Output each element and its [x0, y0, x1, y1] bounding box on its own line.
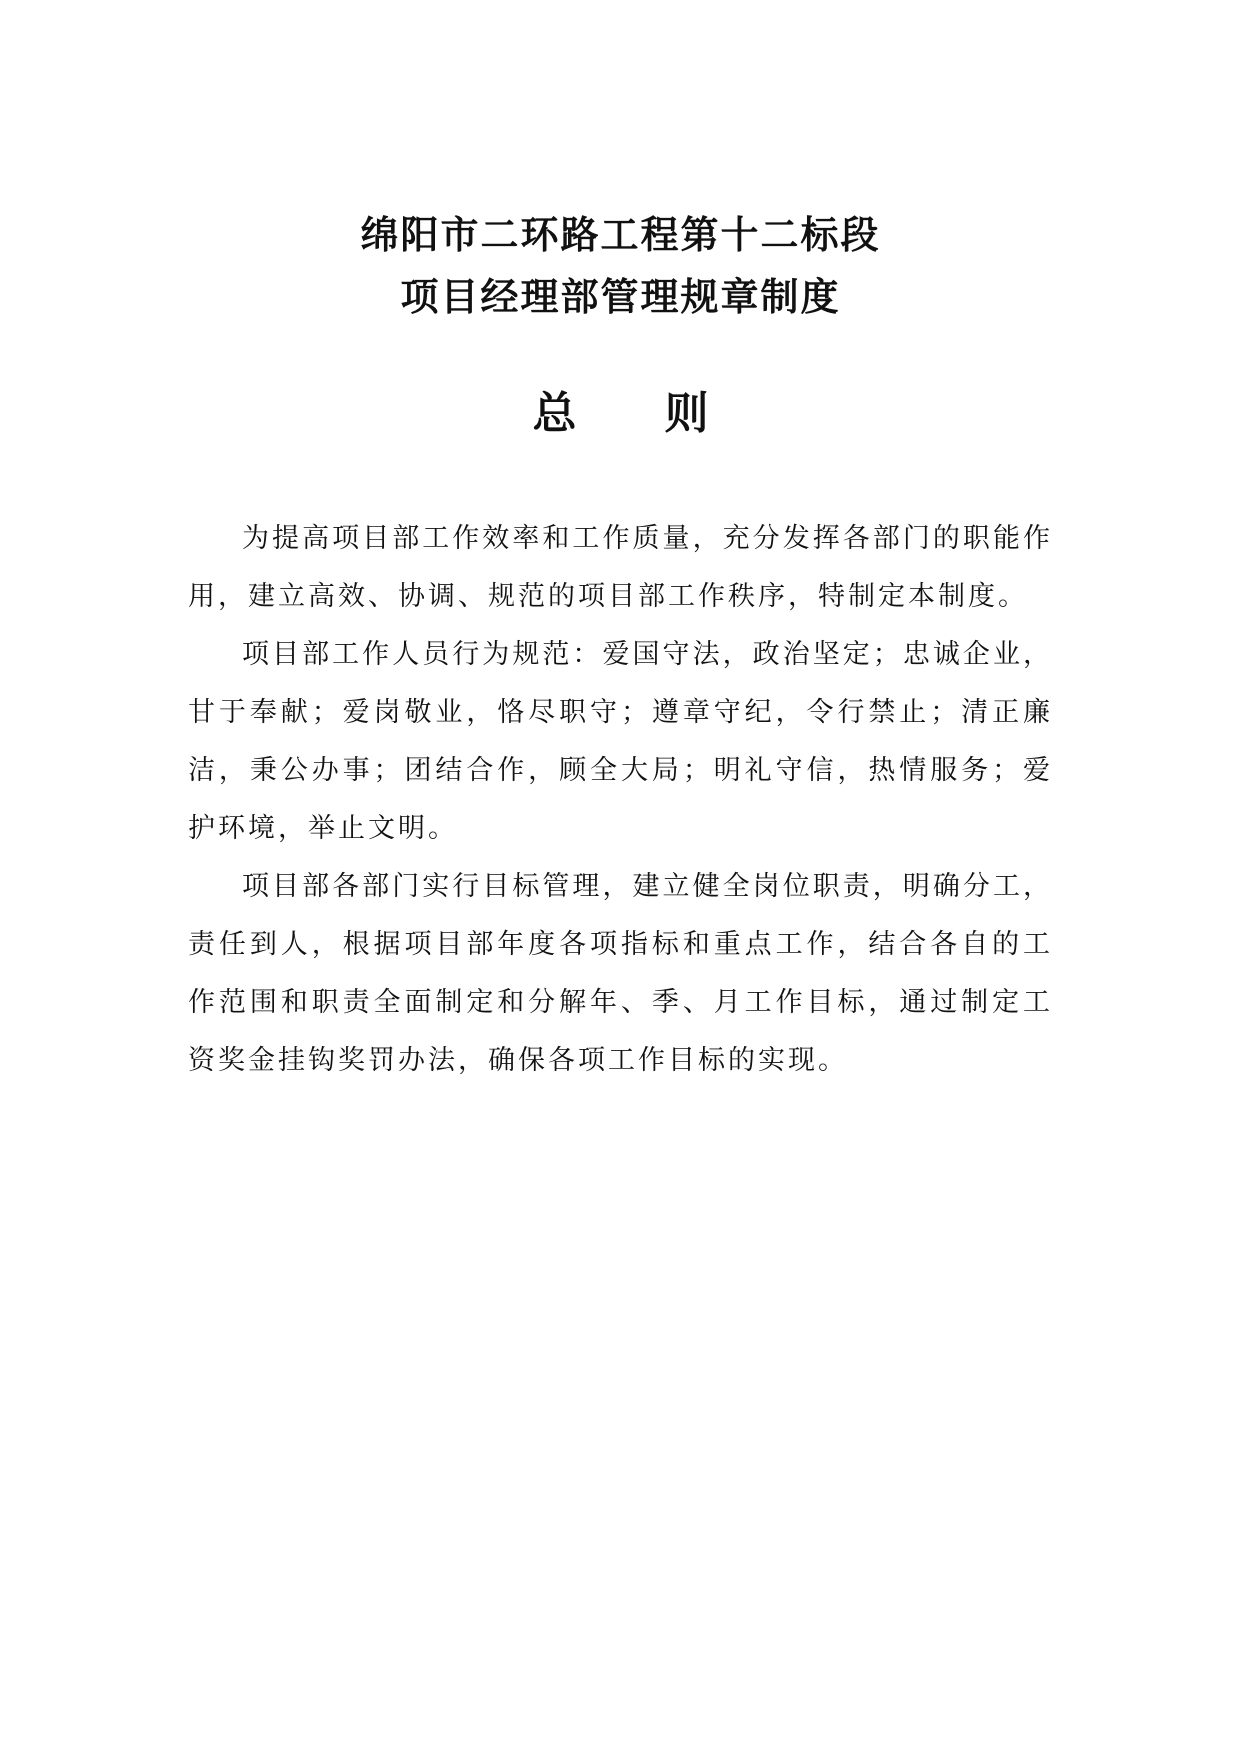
title-line-2: 项目经理部管理规章制度 [400, 274, 841, 319]
paragraph-1: 为提高项目部工作效率和工作质量，充分发挥各部门的职能作用，建立高效、协调、规范的项目部工作秩序，特制定本制度。 [188, 523, 1053, 612]
section-heading-char-1: 总 [532, 388, 577, 439]
section-heading-char-2: 则 [664, 388, 709, 439]
document-title [0, 204, 1241, 328]
title-line-1: 绵阳市二环路工程第十二标段 [360, 212, 881, 257]
paragraph-2: 项目部工作人员行为规范：爱国守法，政治坚定；忠诚企业，甘于奉献；爱岗敬业，恪尽职守；遵章守纪，令行禁止；清正廉洁，秉公办事；团结合作，顾全大局；明礼守信，热情服务；爱护环境，举止文明。 [188, 639, 1053, 844]
body-text [188, 510, 1053, 1090]
paragraph-3: 项目部各部门实行目标管理，建立健全岗位职责，明确分工，责任到人，根据项目部年度各项指标和重点工作，结合各自的工作范围和职责全面制定和分解年、季、月工作目标，通过制定工资奖金挂钩奖罚办法，确保各项工作目标的实现。 [188, 871, 1053, 1076]
section-heading [0, 384, 1241, 444]
